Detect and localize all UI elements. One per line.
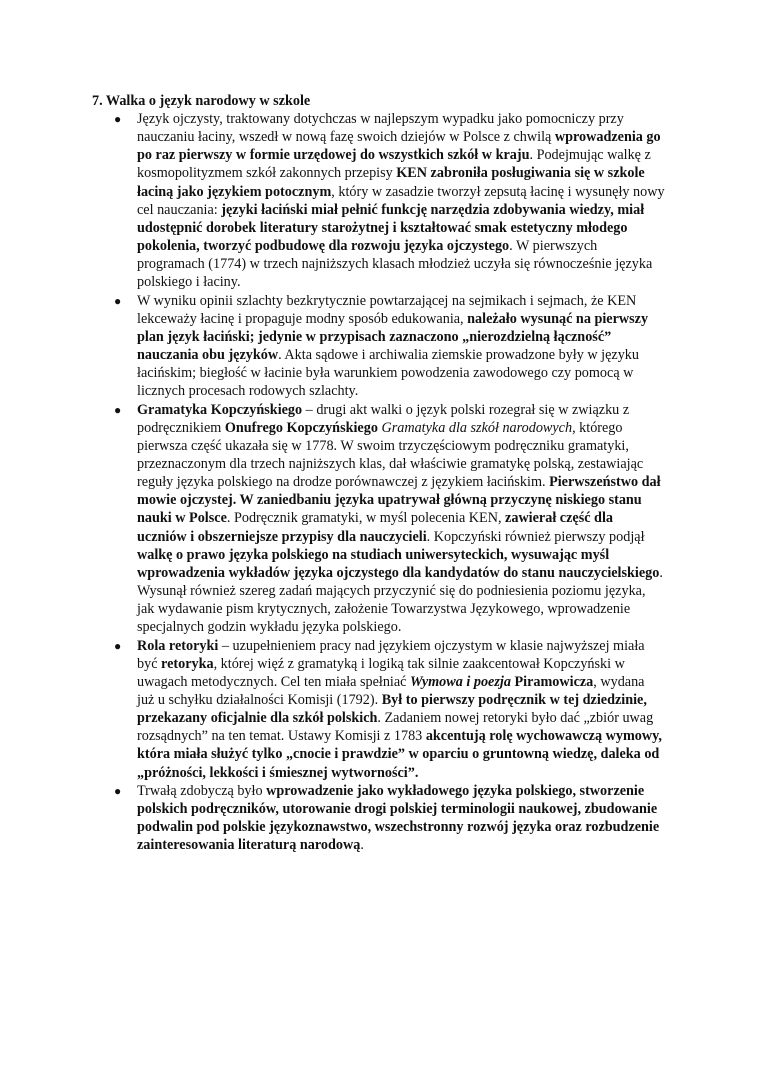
text-segment: Język ojczysty, traktowany dotychczas w najlepszym wypadku jako pomocniczy przy nauczaniu łaciny, wszedł w nową fazę swoich dziejów w Polsce z chwilą [137, 111, 624, 146]
text-segment: Trwałą zdobyczą było [137, 782, 267, 799]
bullet-item-rola-retoryki [114, 637, 665, 782]
text-segment: . Podejmując walkę z kosmopolityzmem szkół zakonnych przepisy [137, 147, 651, 182]
text-segment: . Akta sądowe i archiwalia ziemskie prowadzone były w języku łacińskim; biegłość w łacinie była warunkiem powodzenia zawodowego czy pomocą w licznych procesach rodowych szlachty. [137, 347, 639, 400]
bullet-dot-icon: ● [114, 783, 122, 798]
text-segment: . Wysunął również szereg zadań mających przyczynić się do podniesienia poziomu języka, jak wydawanie pism krytycznych, założenie Towarzystwa Językowego, wprowadzenie specjalnych godzin wykładu języka polskiego. [137, 564, 663, 636]
text-segment: . W pierwszych programach (1774) w trzech najniższych klasach młodzież uczyła się równocześnie języka polskiego i łaciny. [137, 238, 653, 291]
text-segment: Onufrego Kopczyńskiego [224, 419, 378, 436]
text-segment: . Podręcznik gramatyki, w myśl polecenia KEN, [226, 510, 506, 527]
text-segment: Piramowicza [514, 673, 594, 690]
bullet-item-gramatyka-kopczynskiego [114, 401, 665, 637]
text-segment: W wyniku opinii szlachty bezkrytycznie powtarzającej na sejmikach i sejmach, że KEN lekceważy łacinę i propaguje modny sposób edukowania, [137, 292, 637, 327]
bullet-dot-icon: ● [114, 112, 122, 126]
section-heading: 7. Walka o język narodowy w szkole [92, 93, 311, 109]
text-segment: walkę o prawo języka polskiego na studiach uniwersyteckich, wysuwając myśl wprowadzenia wykładów języka ojczystego dla kandydatów do stanu nauczycielskiego [137, 546, 660, 581]
text-segment: KEN zabroniła posługiwania się w szkole łaciną jako językiem potocznym [137, 165, 645, 200]
text-segment: – uzupełnieniem pracy nad językiem ojczystym w klasie najwyższej miała być [137, 637, 645, 672]
text-segment: , którego pierwsza część ukazała się w 1778. W swoim trzyczęściowym podręczniku gramatyki, przeznaczonym dla trzech najniższych klas, dał właściwie gramatykę polską, zestawiając reguły języka polskiego na drodze porównawczej z językiem łacińskim. [137, 419, 644, 491]
bullet-list [114, 110, 665, 854]
text-segment: Gramatyka Kopczyńskiego [137, 401, 303, 418]
text-segment: , której więź z gramatyką i logiką tak silnie zaakcentował Kopczyński w uwagach metodycznych. Cel ten miała spełniać [137, 655, 625, 690]
text-segment: języki łaciński miał pełnić funkcję narzędzia zdobywania wiedzy, miał udostępnić dorobek literatury starożytnej i kształtować smak estetyczny młodego pokolenia, tworzyć podbudowę dla rozwoju języka ojczystego [137, 201, 645, 255]
text-segment: wprowadzenia go po raz pierwszy w formie urzędowej do wszystkich szkół w kraju [137, 129, 661, 164]
text-segment: , wydana już u schyłku działalności Komisji (1792). [137, 673, 645, 708]
bullet-dot-icon: ● [114, 402, 122, 417]
text-segment: – drugi akt walki o język polski rozegrał się w związku z podręcznikiem [137, 401, 630, 436]
text-segment: . Kopczyński również pierwszy podjął [426, 528, 645, 545]
text-segment: należało wysunąć na pierwszy plan język łaciński; jedynie w przypisach zaznaczono „nierozdzielną łączność” nauczania obu języków [137, 310, 649, 364]
text-segment: wprowadzenie jako wykładowego języka polskiego, stworzenie polskich podręczników, utorowanie drogi polskiej terminologii naukowej, zbudowanie podwalin pod polskie językoznawstwo, wszechstronny rozwój języka oraz rozbudzenie zainteresowania literaturą narodową [137, 782, 660, 854]
text-segment: zawierał część dla uczniów i obszerniejsze przypisy dla nauczycieli [137, 510, 613, 545]
bullet-item-trwala-zdobycz [114, 782, 665, 855]
bullet-dot-icon: ● [114, 638, 122, 653]
text-segment: . Zadaniem nowej retoryki było dać „zbiór uwag rozsądnych” na ten temat. Ustawy Komisji z 1783 [137, 710, 654, 745]
text-segment: Wymowa i poezja [410, 673, 511, 690]
bullet-dot-icon: ● [114, 293, 122, 308]
text-segment: . [360, 837, 364, 854]
text-segment: Był to pierwszy podręcznik w tej dziedzinie, przekazany oficjalnie dla szkół polskich [137, 692, 647, 727]
text-segment: Rola retoryki [137, 637, 219, 654]
bullet-item-opinia-szlachty [114, 292, 665, 401]
text-segment: Pierwszeństwo dał mowie ojczystej. W zaniedbaniu języka upatrywał główną przyczynę niskiego stanu nauki w Polsce [137, 474, 661, 527]
text-segment: Gramatyka dla szkół narodowych [381, 419, 573, 436]
text-segment: retoryka [161, 655, 214, 672]
text-segment: akcentują rolę wychowawczą wymowy, która miała służyć tylko „cnocie i prawdzie” w oparciu o gruntowną wiedzę, daleka od „próżności, lekkości i śmiesznej wytworności”. [137, 728, 662, 781]
bullet-item-jezyk-ojczysty [114, 110, 665, 292]
text-segment: , który w zasadzie tworzył zepsutą łacinę i wysunęły nowy cel nauczania: [137, 183, 665, 218]
